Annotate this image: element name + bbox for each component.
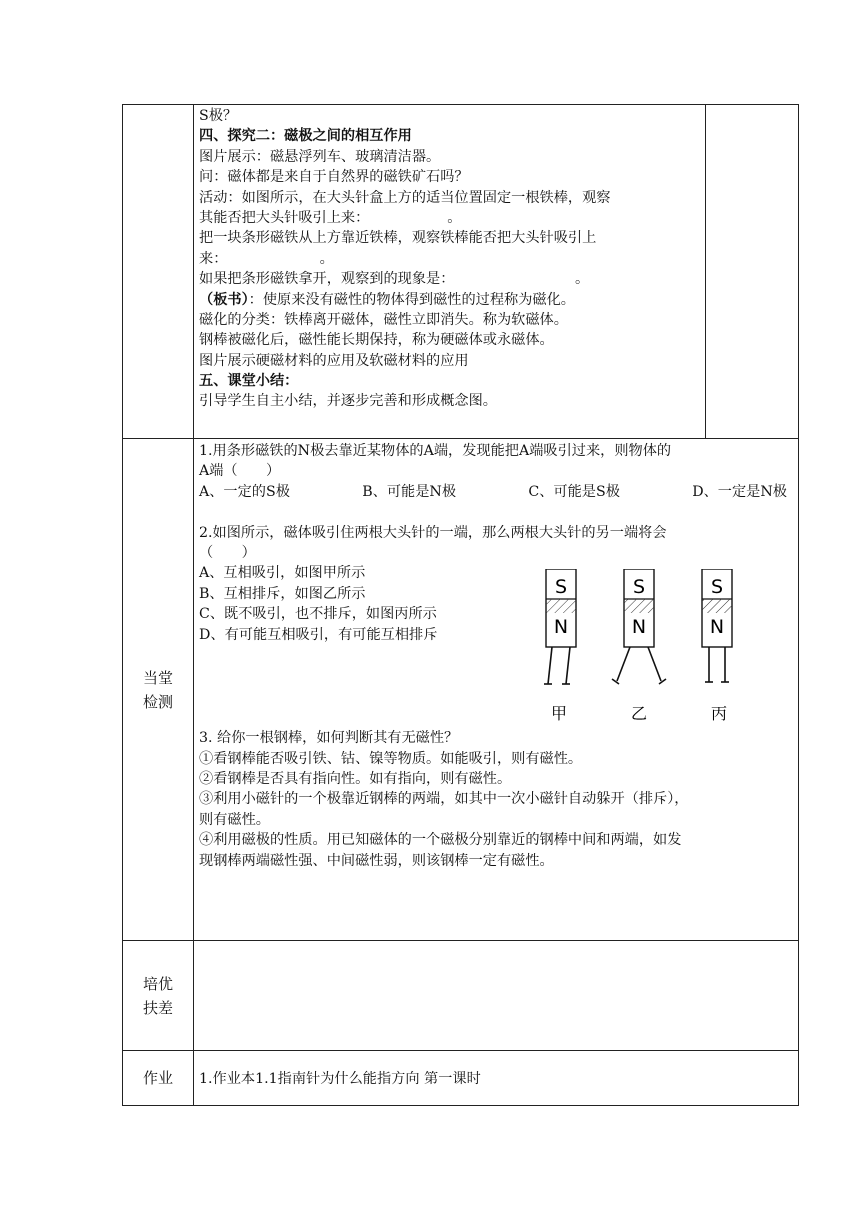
banshu-line xyxy=(199,290,701,310)
row-label-empty xyxy=(123,105,194,439)
question-3-answer-3: ③利用小磁针的一个极靠近钢棒的两端，如其中一次小磁针自动躲开（排斥）， xyxy=(199,791,689,808)
pole-s-label: S xyxy=(710,576,724,598)
figure-label-bing: 丙 xyxy=(710,704,728,723)
option-b: B、可能是N极 xyxy=(362,483,457,500)
homework-content-cell xyxy=(194,1051,799,1106)
quiz-label-line: 当堂 xyxy=(142,668,173,687)
text-line: 把一块条形磁铁从上方靠近铁棒，观察铁棒能否把大头针吸引上 xyxy=(199,230,597,247)
text-line: 问：磁体都是来自于自然界的磁铁矿石吗？ xyxy=(199,169,469,186)
homework-label-cell xyxy=(123,1051,194,1106)
text-line: 图片展示硬磁材料的应用及软磁材料的应用 xyxy=(199,352,469,369)
question-3-answer-3-cont: 则有磁性。 xyxy=(199,811,270,828)
pole-n-label: N xyxy=(709,616,725,638)
pin-left xyxy=(548,647,552,684)
text-line: 来： 。 xyxy=(199,250,334,267)
figure-label-yi: 乙 xyxy=(630,704,648,723)
question-2: 2.如图所示，磁体吸引住两根大头针的一端，那么两根大头针的另一端将会 xyxy=(199,524,667,541)
peiyou-label-line: 培优 xyxy=(142,974,173,993)
text-line: 活动：如图所示，在大头针盒上方的适当位置固定一根铁棒，观察 xyxy=(199,189,611,206)
spacer xyxy=(199,502,794,522)
peiyou-label-line: 扶差 xyxy=(142,998,173,1017)
question-3-answer-4: ④利用磁极的性质。用已知磁体的一个磁极分别靠近的钢棒中间和两端，如发 xyxy=(199,832,682,849)
text-line: 引导学生自主小结，并逐步完善和形成概念图。 xyxy=(199,393,497,410)
text-line: 磁化的分类：铁棒离开磁体，磁性立即消失。称为软磁体。 xyxy=(199,311,568,328)
quiz-row xyxy=(123,439,799,941)
peiyou-content-cell xyxy=(194,941,799,1051)
magnet-bing xyxy=(702,569,732,723)
question-1-cont: A端（ ） xyxy=(199,463,281,480)
pin-right xyxy=(566,647,570,684)
section-heading-summary: 五、课堂小结： xyxy=(199,373,299,390)
teaching-process-row xyxy=(123,105,799,439)
teaching-content-cell xyxy=(194,105,706,439)
question-1-options xyxy=(199,482,787,502)
magnet-yi xyxy=(612,569,666,723)
magnet-pins-figure xyxy=(539,569,754,729)
text-line: 钢棒被磁化后，磁性能长期保持，称为硬磁体或永磁体。 xyxy=(199,332,554,349)
pole-n-label: N xyxy=(631,616,647,638)
question-2-option-c: C、既不吸引，也不排斥，如图丙所示 xyxy=(199,606,437,623)
text-line: 其能否把大头针吸引上来： 。 xyxy=(199,209,462,226)
magnet-jia xyxy=(544,569,576,723)
question-2-option-d: D、有可能互相吸引，有可能互相排斥 xyxy=(199,626,438,643)
option-d: D、一定是N极 xyxy=(692,483,787,500)
homework-label: 作业 xyxy=(142,1069,173,1087)
homework-row xyxy=(123,1051,799,1106)
question-2-option-b: B、互相排斥，如图乙所示 xyxy=(199,585,366,602)
question-3: 3. 给你一根钢棒，如何判断其有无磁性？ xyxy=(199,730,459,747)
notes-cell xyxy=(706,105,799,439)
pole-s-label: S xyxy=(632,576,646,598)
option-c: C、可能是S极 xyxy=(528,483,620,500)
peiyou-row xyxy=(123,941,799,1051)
question-3-answer-2: ②看钢棒是否具有指向性。如有指向，则有磁性。 xyxy=(199,771,512,788)
quiz-label-line: 检测 xyxy=(142,692,173,711)
text-line: S极？ xyxy=(199,108,238,124)
question-3-answer-1: ①看钢棒能否吸引铁、钴、镍等物质。如能吸引，则有磁性。 xyxy=(199,750,583,767)
question-1: 1.用条形磁铁的N极去靠近某物体的A端，发现能把A端吸引过来，则物体的 xyxy=(199,443,672,459)
section-heading-explore-two: 四、探究二：磁极之间的相互作用 xyxy=(199,128,412,145)
option-a: A、一定的S极 xyxy=(199,483,290,500)
question-3-answer-4-cont: 现钢棒两端磁性强、中间磁性弱，则该钢棒一定有磁性。 xyxy=(199,852,554,869)
text-line: 如果把条形磁铁拿开，观察到的现象是： 。 xyxy=(199,271,590,288)
lesson-plan-table xyxy=(122,104,799,1106)
question-2-option-a: A、互相吸引，如图甲所示 xyxy=(199,565,366,582)
banshu-text: ：使原来没有磁性的物体得到磁性的过程称为磁化。 xyxy=(248,291,575,308)
banshu-label: （板书） xyxy=(199,291,249,308)
text-line: 图片展示：磁悬浮列车、玻璃清洁器。 xyxy=(199,148,441,165)
homework-text: 1.作业本1.1指南针为什么能指方向 第一课时 xyxy=(199,1071,481,1087)
question-2-cont: （ ） xyxy=(199,545,256,562)
pole-n-label: N xyxy=(553,616,569,638)
pin-right xyxy=(648,647,661,681)
quiz-label-cell xyxy=(123,439,194,941)
quiz-content-cell xyxy=(194,439,799,941)
peiyou-label-cell xyxy=(123,941,194,1051)
pole-s-label: S xyxy=(554,576,568,598)
figure-label-jia: 甲 xyxy=(550,704,568,723)
pin-left xyxy=(617,647,630,681)
